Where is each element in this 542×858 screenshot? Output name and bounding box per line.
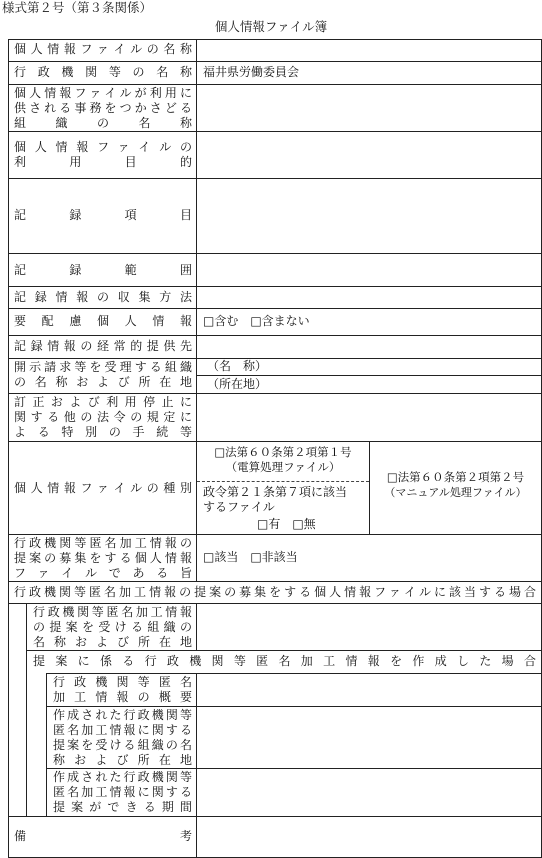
correction-label: 訂正および利用停止に 関する他の法令の規定に よる特別の手続等	[14, 395, 192, 439]
anon-label: 行政機関等匿名加工情報の 提案の募集をする個人情報 ファイルである旨	[14, 536, 192, 580]
type-option-manual-line2: （マニュアル処理ファイル）	[384, 486, 527, 499]
type-option-electronic[interactable]	[197, 445, 369, 475]
page-title: 個人情報ファイル簿	[214, 19, 328, 34]
type-option-manual-line1: □法第６０条第２項第２号	[386, 470, 525, 484]
disclosure-address-label: （所在地）	[207, 377, 268, 391]
create-case-heading: 提案に係る行政機関等匿名加工情報を作成した場合	[33, 654, 536, 668]
overview-label: 行政機関等匿名 加工情報の概要	[53, 675, 192, 704]
form-reference: 様式第２号（第３条関係）	[2, 0, 153, 15]
type-option-manual[interactable]	[370, 470, 541, 500]
type-option-electronic-line2: （電算処理ファイル）	[225, 460, 341, 474]
collect-label: 記録情報の収集方法	[14, 290, 192, 304]
disclosure-name-label: （名 称）	[207, 359, 268, 373]
remarks-label: 備考	[14, 829, 192, 843]
anon-checkboxes[interactable]: □該当 □非該当	[203, 550, 298, 564]
type-option-electronic-line1: □法第６０条第２項第１号	[214, 445, 352, 459]
org-label: 個人情報ファイルが利用に 供される事務をつかさどる 組織の名称	[14, 86, 192, 130]
anon-case-heading: 行政機関等匿名加工情報の提案の募集をする個人情報ファイルに該当する場合	[14, 585, 536, 599]
agency-label: 行政機関等の名称	[14, 65, 192, 79]
file-name-label: 個人情報ファイルの名称	[14, 42, 192, 56]
receiver-label: 行政機関等匿名加工情報 の提案を受ける組織の 名称および所在地	[33, 605, 192, 649]
sensitive-label: 要配慮個人情報	[14, 314, 192, 328]
disclosure-label: 開示請求等を受理する組織 の名称および所在地	[14, 360, 192, 389]
order-applicable-line1: 政令第２１条第７項に該当	[203, 485, 348, 499]
items-label: 記録項目	[14, 208, 192, 222]
order-yes-no-checkboxes[interactable]: □有 □無	[257, 517, 316, 531]
purpose-label: 個人情報ファイルの 利用目的	[14, 140, 192, 169]
created-period-label: 作成された行政機関等 匿名加工情報に関する 提案ができる期間	[53, 770, 192, 814]
scope-label: 記録範囲	[14, 263, 192, 277]
created-org-label: 作成された行政機関等 匿名加工情報に関する 提案を受ける組織の名 称および所在地	[53, 708, 192, 767]
sensitive-checkboxes[interactable]: □含む □含まない	[203, 314, 310, 328]
provide-label: 記録情報の経常的提供先	[14, 339, 192, 353]
file-type-label: 個人情報ファイルの種別	[14, 481, 192, 495]
order-applicable-line2: するファイル	[203, 500, 275, 514]
agency-value: 福井県労働委員会	[203, 65, 300, 79]
